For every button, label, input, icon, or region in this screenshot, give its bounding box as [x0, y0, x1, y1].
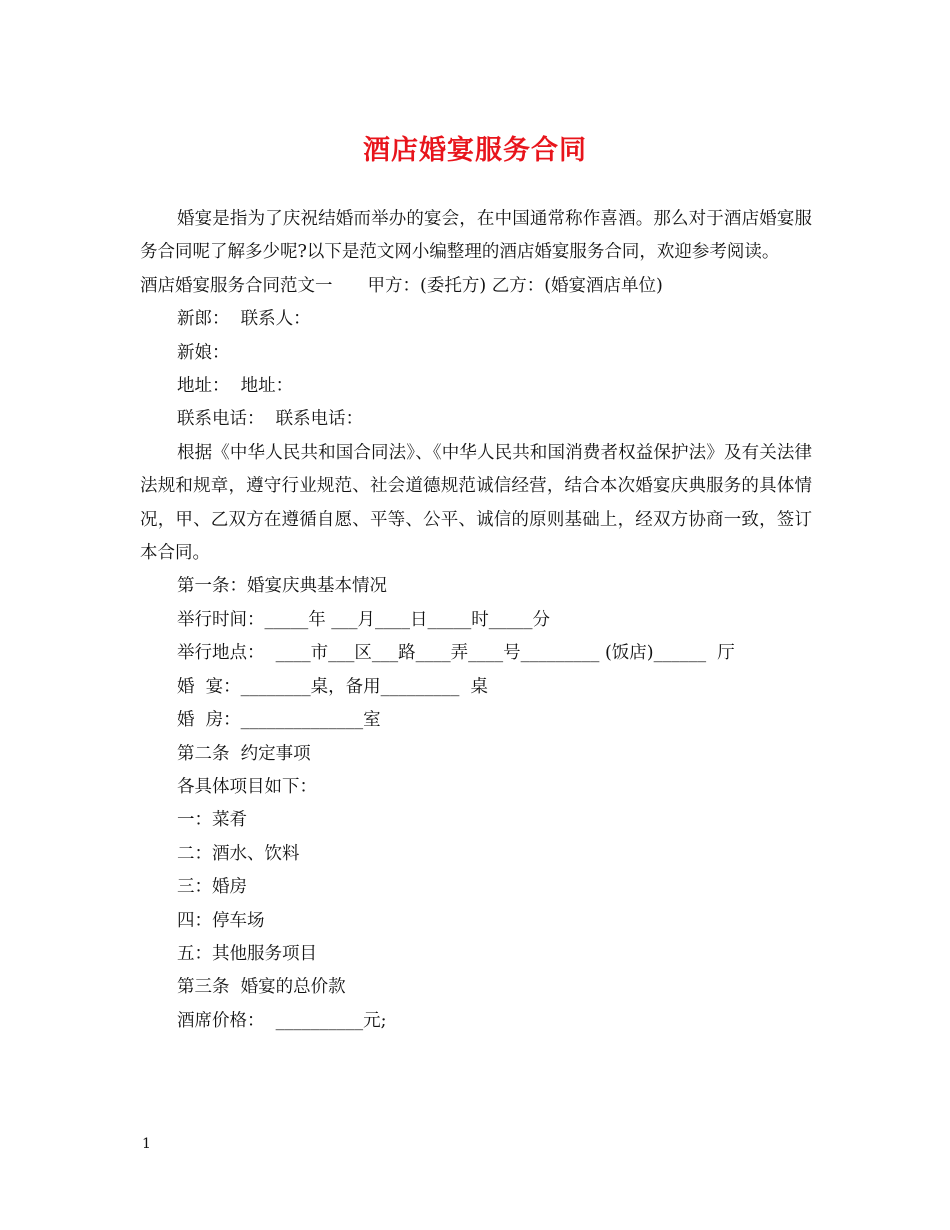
bride-line: 新娘： — [177, 342, 230, 363]
price-line: 酒席价格： __________元; — [177, 1010, 387, 1031]
list-item: 四：停车场 — [177, 910, 265, 931]
list-item: 一：菜肴 — [177, 810, 247, 831]
intro-paragraph: 婚宴是指为了庆祝结婚而举办的宴会，在中国通常称作喜酒。那么对于酒店婚宴服务合同呢了解多少呢?以下是范文网小编整理的酒店婚宴服务合同，欢迎参考阅读。 — [140, 209, 812, 263]
time-line: 举行时间：_____年 ___月____日_____时_____分 — [177, 609, 551, 630]
article3-title: 第三条 婚宴的总价款 — [177, 977, 346, 998]
list-item: 五：其他服务项目 — [177, 943, 317, 964]
address-line: 地址： 地址： — [177, 376, 294, 397]
document-body — [140, 203, 812, 1038]
list-item: 三：婚房 — [177, 877, 247, 898]
list-item: 二：酒水、饮料 — [177, 843, 300, 864]
article1-title: 第一条：婚宴庆典基本情况 — [177, 576, 387, 597]
phone-line: 联系电话： 联系电话： — [177, 409, 364, 430]
banquet-line: 婚 宴：________桌，备用_________ 桌 — [177, 676, 489, 697]
items-intro: 各具体项目如下： — [177, 776, 317, 797]
room-line: 婚 房：______________室 — [177, 710, 381, 731]
document-title: 酒店婚宴服务合同 — [363, 135, 587, 166]
section-heading-line: 酒店婚宴服务合同范文一 甲方：(委托方) 乙方：(婚宴酒店单位) — [140, 275, 663, 296]
groom-line: 新郎： 联系人： — [177, 309, 311, 330]
article2-title: 第二条 约定事项 — [177, 743, 311, 764]
basis-paragraph: 根据《中华人民共和国合同法》、《中华人民共和国消费者权益保护法》及有关法律法规和规章，遵守行业规范、社会道德规范诚信经营，结合本次婚宴庆典服务的具体情况，甲、乙双方在遵循自愿、平等、公平、诚信的原则基础上，经双方协商一致，签订本合同。 — [140, 442, 812, 564]
place-line: 举行地点： ____市___区___路____弄____号_________ (饭店)______ 厅 — [177, 643, 735, 664]
page-number: 1 — [142, 1136, 151, 1152]
